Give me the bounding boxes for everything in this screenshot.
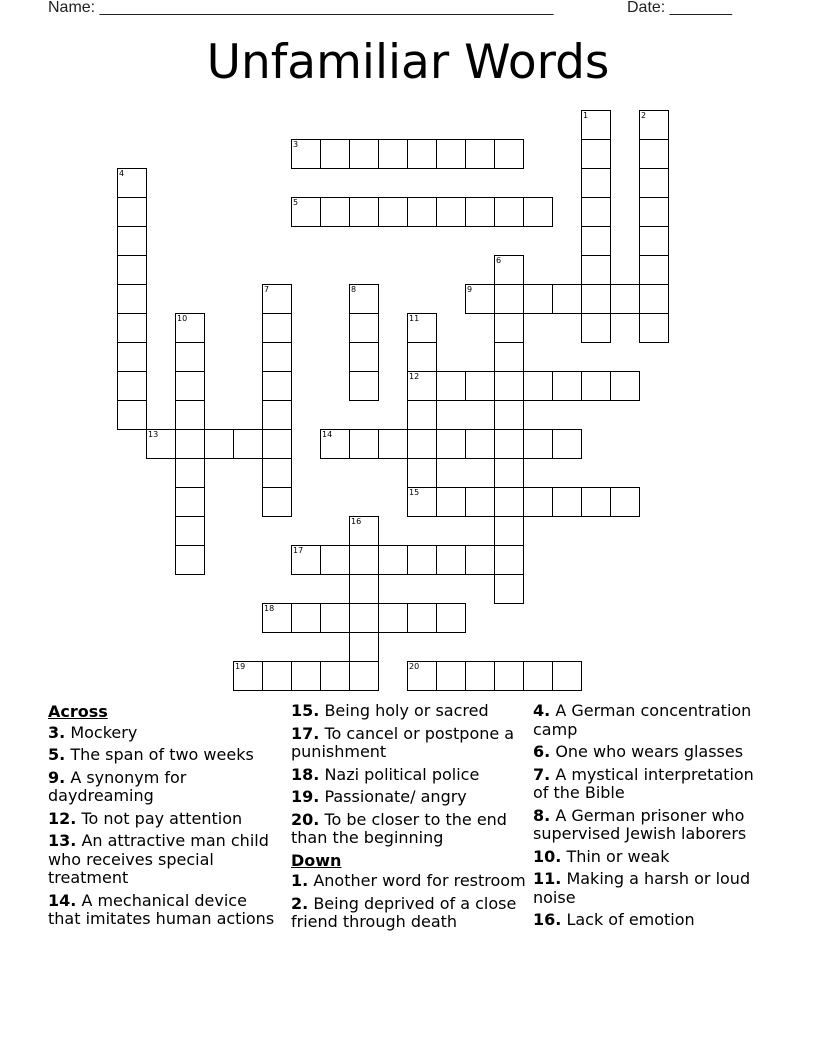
crossword-cell[interactable] (262, 603, 292, 633)
crossword-cell[interactable] (523, 197, 553, 227)
crossword-cell[interactable] (639, 226, 669, 256)
crossword-cell[interactable] (291, 545, 321, 575)
crossword-cell[interactable] (349, 342, 379, 372)
crossword-cell[interactable] (175, 429, 205, 459)
crossword-cell[interactable] (407, 661, 437, 691)
crossword-cell[interactable] (639, 110, 669, 140)
crossword-cell[interactable] (291, 197, 321, 227)
crossword-cell[interactable] (494, 429, 524, 459)
crossword-cell[interactable] (610, 371, 640, 401)
cell-number: 3 (293, 140, 299, 149)
crossword-cell[interactable] (465, 197, 495, 227)
crossword-cell[interactable] (436, 603, 466, 633)
cell-number: 18 (264, 604, 275, 613)
crossword-cell[interactable] (581, 313, 611, 343)
clue-down: 8. A German prisoner who supervised Jewish laborers (533, 805, 747, 843)
crossword-cell[interactable] (581, 226, 611, 256)
clue-down: 7. A mystical interpretation of the Bible (533, 764, 754, 802)
crossword-cell[interactable] (262, 400, 292, 430)
crossword-cell[interactable] (320, 545, 350, 575)
clue-across: 20. To be closer to the end than the beginning (291, 809, 507, 847)
crossword-cell[interactable] (349, 313, 379, 343)
crossword-cell[interactable] (581, 371, 611, 401)
crossword-cell[interactable] (552, 371, 582, 401)
crossword-cell[interactable] (407, 487, 437, 517)
crossword-cell[interactable] (581, 255, 611, 285)
crossword-cell[interactable] (639, 255, 669, 285)
crossword-cell[interactable] (175, 371, 205, 401)
clue-column-1 (48, 702, 280, 933)
crossword-cell[interactable] (407, 139, 437, 169)
crossword-cell[interactable] (494, 458, 524, 488)
crossword-cell[interactable] (494, 400, 524, 430)
cell-number: 17 (293, 546, 304, 555)
cell-number: 14 (322, 430, 333, 439)
date-field[interactable]: Date: _______ (627, 0, 732, 16)
clue-across: 3. Mockery (48, 722, 138, 742)
clue-column-2 (291, 702, 526, 936)
cell-number: 11 (409, 314, 420, 323)
crossword-cell[interactable] (523, 487, 553, 517)
crossword-cell[interactable] (436, 429, 466, 459)
crossword-cell[interactable] (581, 110, 611, 140)
crossword-cell[interactable] (117, 371, 147, 401)
crossword-cell[interactable] (378, 139, 408, 169)
crossword-cell[interactable] (349, 545, 379, 575)
crossword-cell[interactable] (465, 487, 495, 517)
crossword-cell[interactable] (494, 255, 524, 285)
cell-number: 10 (177, 314, 188, 323)
cell-number: 7 (264, 285, 270, 294)
crossword-cell[interactable] (494, 197, 524, 227)
crossword-cell[interactable] (175, 342, 205, 372)
crossword-cell[interactable] (407, 603, 437, 633)
crossword-cell[interactable] (349, 371, 379, 401)
name-field[interactable]: Name: ___________________________________________________ (48, 0, 554, 16)
crossword-cell[interactable] (610, 487, 640, 517)
crossword-cell[interactable] (320, 661, 350, 691)
crossword-cell[interactable] (349, 284, 379, 314)
cell-number: 6 (496, 256, 502, 265)
crossword-cell[interactable] (494, 516, 524, 546)
crossword-cell[interactable] (320, 603, 350, 633)
crossword-cell[interactable] (117, 400, 147, 430)
cell-number: 1 (583, 111, 589, 120)
crossword-cell[interactable] (262, 284, 292, 314)
crossword-cell[interactable] (262, 458, 292, 488)
crossword-cell[interactable] (494, 661, 524, 691)
crossword-cell[interactable] (436, 139, 466, 169)
crossword-cell[interactable] (349, 516, 379, 546)
crossword-cell[interactable] (349, 603, 379, 633)
clue-across: 5. The span of two weeks (48, 745, 254, 764)
crossword-cell[interactable] (262, 342, 292, 372)
crossword-cell[interactable] (262, 661, 292, 691)
clue-across: 13. An attractive man child who receives special treatment (48, 831, 269, 887)
clue-across: 14. A mechanical device that imitates human actions (48, 890, 275, 928)
crossword-cell[interactable] (117, 313, 147, 343)
crossword-cell[interactable] (262, 371, 292, 401)
cell-number: 2 (641, 111, 647, 120)
crossword-cell[interactable] (262, 487, 292, 517)
crossword-cell[interactable] (320, 429, 350, 459)
crossword-cell[interactable] (378, 429, 408, 459)
crossword-cell[interactable] (117, 168, 147, 198)
crossword-cell[interactable] (465, 284, 495, 314)
cell-number: 16 (351, 517, 362, 526)
crossword-cell[interactable] (494, 487, 524, 517)
crossword-cell[interactable] (175, 487, 205, 517)
crossword-cell[interactable] (204, 429, 234, 459)
cell-number: 15 (409, 488, 420, 497)
clue-down: 11. Making a harsh or loud noise (533, 869, 751, 907)
crossword-cell[interactable] (291, 139, 321, 169)
clue-across: 17. To cancel or postpone a punishment (291, 723, 515, 761)
crossword-cell[interactable] (494, 139, 524, 169)
crossword-cell[interactable] (552, 284, 582, 314)
cell-number: 13 (148, 430, 159, 439)
crossword-cell[interactable] (552, 487, 582, 517)
crossword-cell[interactable] (233, 429, 263, 459)
crossword-cell[interactable] (639, 313, 669, 343)
across-heading: Across (48, 702, 108, 721)
crossword-cell[interactable] (552, 429, 582, 459)
crossword-cell[interactable] (436, 197, 466, 227)
crossword-cell[interactable] (494, 574, 524, 604)
crossword-cell[interactable] (175, 313, 205, 343)
clue-down: 2. Being deprived of a close friend through death (291, 893, 517, 931)
clue-down: 4. A German concentration camp (533, 701, 752, 739)
cell-number: 19 (235, 662, 246, 671)
cell-number: 5 (293, 198, 299, 207)
crossword-cell[interactable] (436, 371, 466, 401)
crossword-cell[interactable] (639, 168, 669, 198)
crossword-cell[interactable] (175, 516, 205, 546)
clue-column-3 (533, 702, 773, 934)
crossword-cell[interactable] (378, 603, 408, 633)
crossword-cell[interactable] (581, 139, 611, 169)
crossword-cell[interactable] (320, 197, 350, 227)
cell-number: 4 (119, 169, 125, 178)
clue-across: 12. To not pay attention (48, 808, 243, 828)
crossword-cell[interactable] (175, 545, 205, 575)
cell-number: 12 (409, 372, 420, 381)
clue-down: 1. Another word for restroom (291, 871, 526, 890)
crossword-cell[interactable] (349, 632, 379, 662)
crossword-cell[interactable] (639, 139, 669, 169)
crossword-cell[interactable] (175, 400, 205, 430)
crossword-cell[interactable] (407, 313, 437, 343)
crossword-cell[interactable] (465, 371, 495, 401)
crossword-cell[interactable] (407, 197, 437, 227)
crossword-cell[interactable] (146, 429, 176, 459)
crossword-cell[interactable] (523, 371, 553, 401)
crossword-cell[interactable] (494, 545, 524, 575)
crossword-cell[interactable] (262, 313, 292, 343)
down-heading: Down (291, 850, 342, 870)
clue-down: 16. Lack of emotion (533, 910, 695, 929)
crossword-cell[interactable] (639, 197, 669, 227)
crossword-cell[interactable] (581, 197, 611, 227)
crossword-cell[interactable] (639, 284, 669, 314)
crossword-cell[interactable] (117, 226, 147, 256)
crossword-cell[interactable] (407, 342, 437, 372)
crossword-cell[interactable] (610, 284, 640, 314)
crossword-cell[interactable] (494, 371, 524, 401)
crossword-cell[interactable] (436, 661, 466, 691)
crossword-cell[interactable] (581, 284, 611, 314)
crossword-cell[interactable] (117, 284, 147, 314)
crossword-cell[interactable] (349, 661, 379, 691)
crossword-cell[interactable] (436, 487, 466, 517)
crossword-cell[interactable] (581, 168, 611, 198)
clue-down: 10. Thin or weak (533, 846, 670, 866)
crossword-cell[interactable] (407, 545, 437, 575)
clue-across: 18. Nazi political police (291, 764, 480, 784)
crossword-cell[interactable] (175, 458, 205, 488)
crossword-cell[interactable] (465, 545, 495, 575)
clue-down: 6. One who wears glasses (533, 742, 744, 761)
crossword-cell[interactable] (407, 400, 437, 430)
cell-number: 9 (467, 285, 473, 294)
crossword-cell[interactable] (378, 545, 408, 575)
crossword-cell[interactable] (523, 661, 553, 691)
crossword-cell[interactable] (378, 197, 408, 227)
crossword-cell[interactable] (465, 139, 495, 169)
crossword-cell[interactable] (349, 574, 379, 604)
crossword-cell[interactable] (407, 458, 437, 488)
crossword-cell[interactable] (581, 487, 611, 517)
crossword-cell[interactable] (494, 342, 524, 372)
crossword-cell[interactable] (291, 661, 321, 691)
crossword-cell[interactable] (407, 429, 437, 459)
crossword-cell[interactable] (494, 284, 524, 314)
crossword-cell[interactable] (320, 139, 350, 169)
crossword-cell[interactable] (117, 342, 147, 372)
clue-across: 19. Passionate/ angry (291, 787, 467, 806)
crossword-cell[interactable] (233, 661, 263, 691)
page-title: Unfamiliar Words (206, 35, 610, 90)
crossword-cell[interactable] (117, 197, 147, 227)
crossword-cell[interactable] (552, 661, 582, 691)
crossword-cell[interactable] (262, 429, 292, 459)
crossword-cell[interactable] (523, 284, 553, 314)
crossword-cell[interactable] (117, 255, 147, 285)
crossword-cell[interactable] (465, 661, 495, 691)
crossword-cell[interactable] (349, 197, 379, 227)
clue-across: 9. A synonym for daydreaming (48, 767, 187, 805)
cell-number: 8 (351, 285, 357, 294)
crossword-cell[interactable] (436, 545, 466, 575)
crossword-cell[interactable] (349, 429, 379, 459)
crossword-cell[interactable] (465, 429, 495, 459)
crossword-cell[interactable] (523, 429, 553, 459)
crossword-cell[interactable] (349, 139, 379, 169)
crossword-cell[interactable] (291, 603, 321, 633)
crossword-cell[interactable] (407, 371, 437, 401)
clue-across: 15. Being holy or sacred (291, 701, 489, 720)
cell-number: 20 (409, 662, 420, 671)
crossword-cell[interactable] (494, 313, 524, 343)
